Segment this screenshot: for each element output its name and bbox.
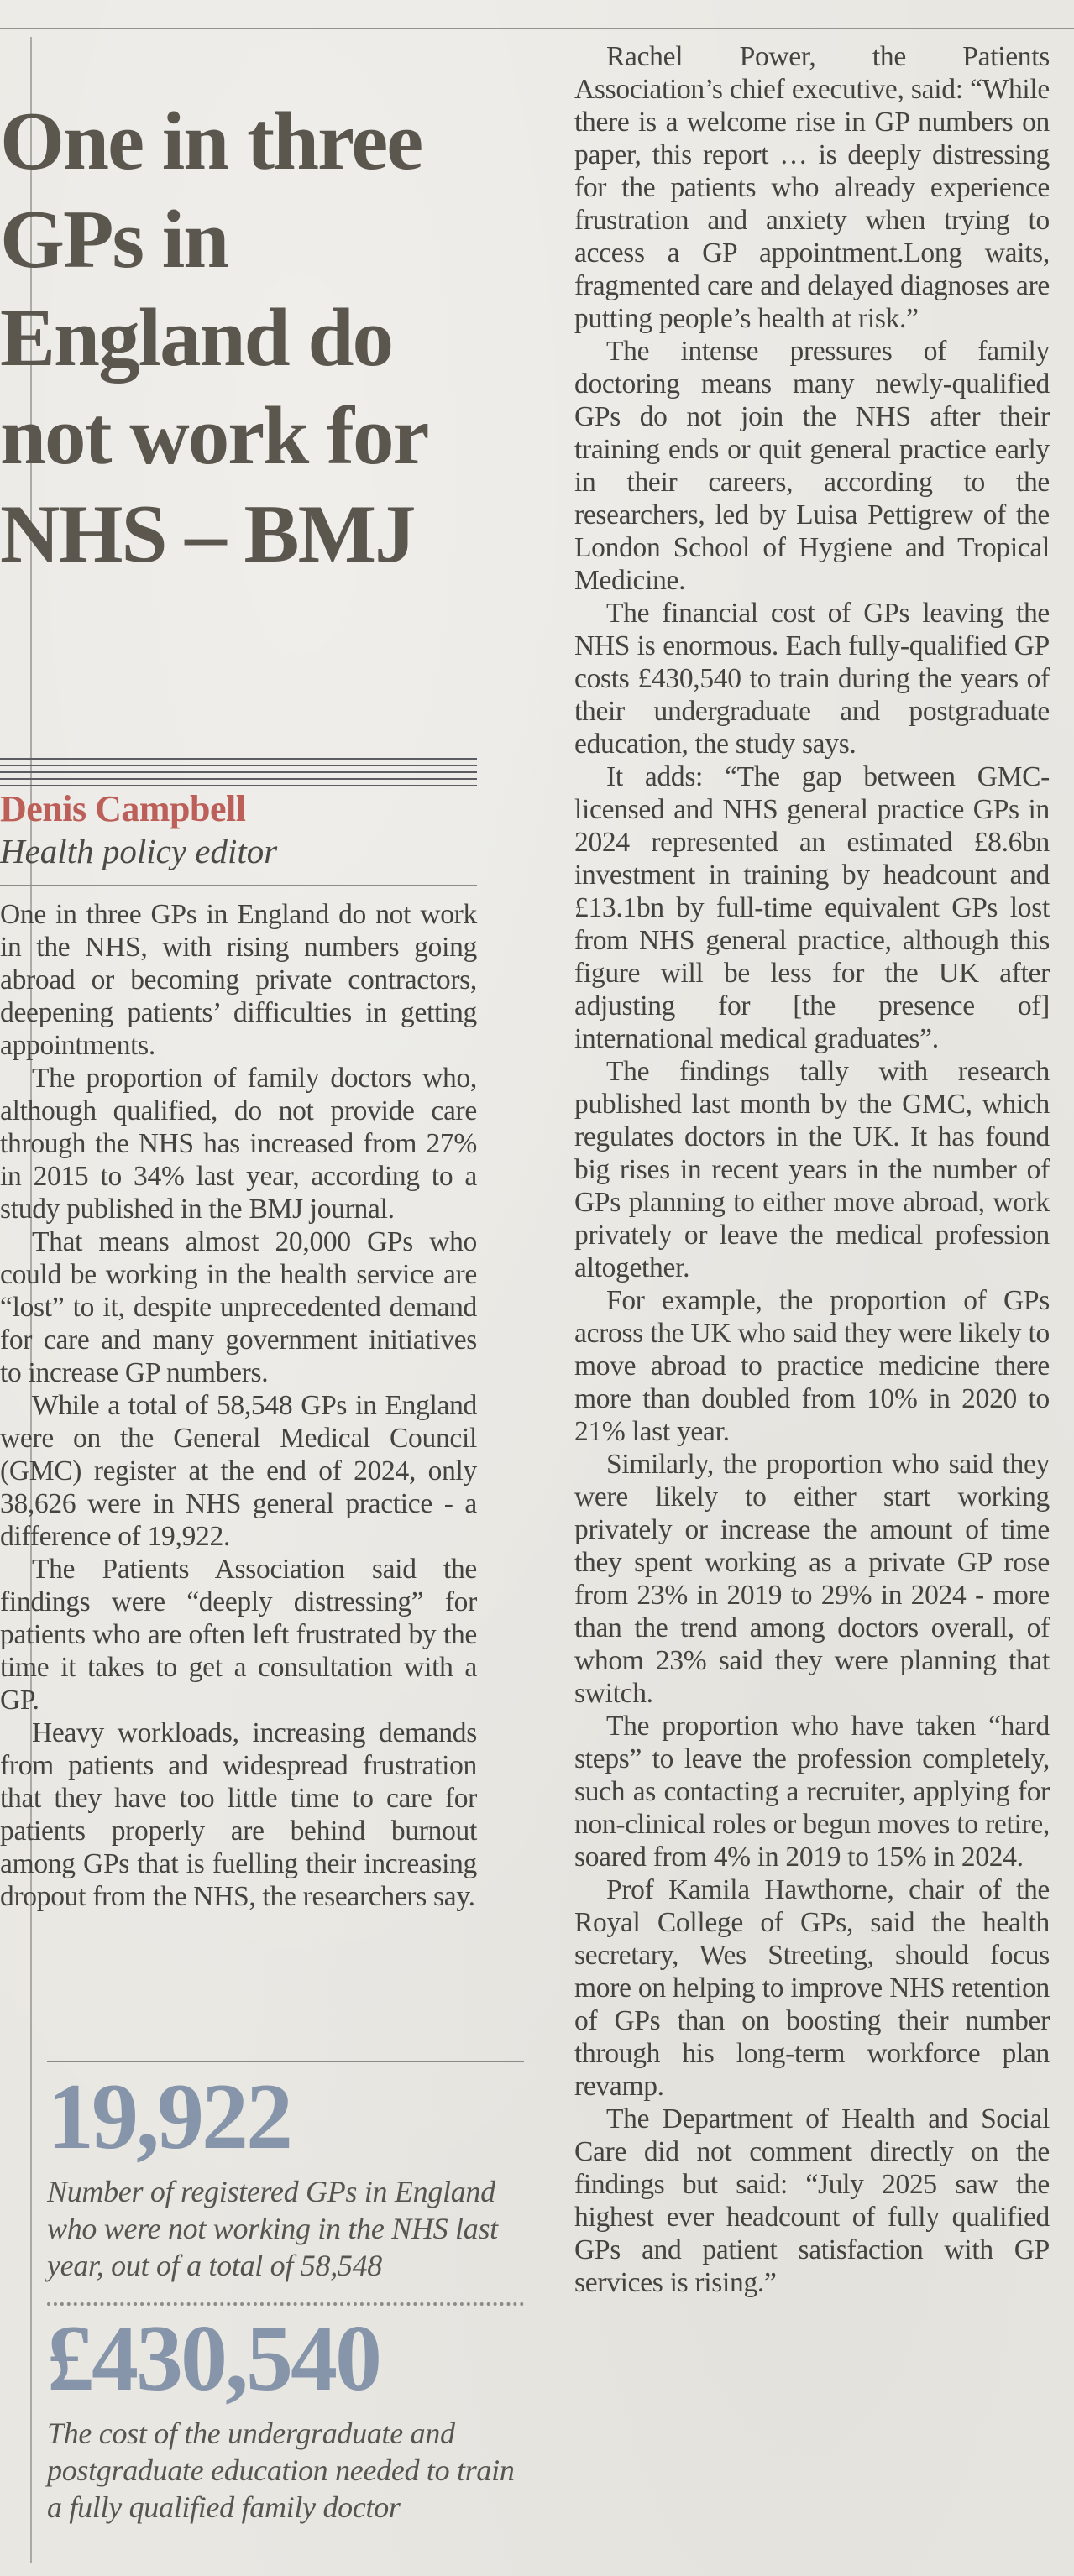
- article-paragraph: While a total of 58,548 GPs in England were on the General Medical Council (GMC) register at the end of 2024, only 38,626 were in NHS general practice - a difference of 19,922.: [0, 1390, 477, 1552]
- article-paragraph: One in three GPs in England do not work in the NHS, with rising numbers going abroad or becoming private contractors, deepening patients’ difficulties in getting appointments.: [0, 899, 477, 1061]
- article-paragraph: Rachel Power, the Patients Association’s chief executive, said: “While there is a welcome rise in GP numbers on paper, this report … is deeply distressing for the patients who already experience frustration and anxiety when trying to access a GP appointment.Long waits, fragmented care and delayed diagnoses are putting people’s health at risk.”: [574, 41, 1050, 334]
- statistics-panel: [47, 2061, 524, 2526]
- stat-value-gps-not-in-nhs: 19,922: [47, 2065, 291, 2169]
- article-paragraph: For example, the proportion of GPs across the UK who said they were likely to move abroad to practice medicine there more than doubled from 10% in 2020 to 21% last year.: [574, 1285, 1050, 1447]
- article-paragraph: The financial cost of GPs leaving the NHS is enormous. Each fully-qualified GP costs £430,540 to train during the years of their undergraduate and postgraduate education, the study says.: [574, 598, 1050, 760]
- article-paragraph: The intense pressures of family doctoring means many newly-qualified GPs do not join the NHS after their training ends or quit general practice early in their careers, according to the researchers, led by Luisa Pettigrew of the London School of Hygiene and Tropical Medicine.: [574, 336, 1050, 596]
- byline-author: Denis Campbell: [0, 788, 246, 829]
- article-body-right-column: [574, 40, 1050, 2299]
- article-paragraph: The Department of Health and Social Care did not comment directly on the findings but said: “July 2025 saw the highest ever headcount of fully qualified GPs and patient satisfaction with GP services is rising.”: [574, 2103, 1050, 2298]
- article-body-left-column: [0, 898, 477, 1913]
- stat-value-training-cost: £430,540: [47, 2307, 380, 2411]
- article-paragraph: The Patients Association said the findings were “deeply distressing” for patients who are often left frustrated by the time it takes to get a consultation with a GP.: [0, 1554, 477, 1716]
- byline-role: Health policy editor: [0, 832, 278, 870]
- top-rule: [0, 28, 1074, 29]
- article-paragraph: Similarly, the proportion who said they were likely to either start working privately or increase the amount of time they spent working as a private GP rose from 23% in 2019 to 29% in 2024 - more than the trend among doctors overall, of whom 23% said they were planning that switch.: [574, 1449, 1050, 1709]
- byline-bottom-rule: [0, 885, 477, 886]
- byline-divider-rules: [0, 758, 477, 786]
- article-headline: One in three GPs in England do not work for NHS – BMJ: [0, 96, 427, 581]
- stat-dotted-divider: [47, 2302, 524, 2306]
- article-paragraph: The proportion of family doctors who, although qualified, do not provide care through the NHS has increased from 27% in 2015 to 34% last year, according to a study published in the BMJ journal.: [0, 1063, 477, 1225]
- article-paragraph: Heavy workloads, increasing demands from patients and widespread frustration that they have too little time to care for patients properly are behind burnout among GPs that is fuelling their increasing dropout from the NHS, the researchers say.: [0, 1717, 477, 1912]
- article-paragraph: The proportion who have taken “hard steps” to leave the profession completely, such as contacting a recruiter, applying for non-clinical roles or begun moves to retire, soared from 4% in 2019 to 15% in 2024.: [574, 1711, 1050, 1873]
- stat-caption: Number of registered GPs in England who were not working in the NHS last year, out of a total of 58,548: [47, 2175, 498, 2282]
- article-paragraph: Prof Kamila Hawthorne, chair of the Royal College of GPs, said the health secretary, Wes Streeting, should focus more on helping to improve NHS retention of GPs than on boosting their number through his long-term workforce plan revamp.: [574, 1874, 1050, 2102]
- stat-top-rule: [47, 2061, 524, 2062]
- article-paragraph: It adds: “The gap between GMC-licensed and NHS general practice GPs in 2024 represented an estimated £8.6bn investment in training by headcount and £13.1bn by full-time equivalent GPs lost from NHS general practice, although this figure will be less for the UK after adjusting for [the presence of] international medical graduates”.: [574, 761, 1050, 1054]
- stat-caption: The cost of the undergraduate and postgraduate education needed to train a fully qualified family doctor: [47, 2417, 515, 2524]
- article-paragraph: That means almost 20,000 GPs who could be working in the health service are “lost” to it, despite unprecedented demand for care and many government initiatives to increase GP numbers.: [0, 1226, 477, 1388]
- article-paragraph: The findings tally with research published last month by the GMC, which regulates doctors in the UK. It has found big rises in recent years in the number of GPs planning to either move abroad, work privately or leave the medical profession altogether.: [574, 1056, 1050, 1283]
